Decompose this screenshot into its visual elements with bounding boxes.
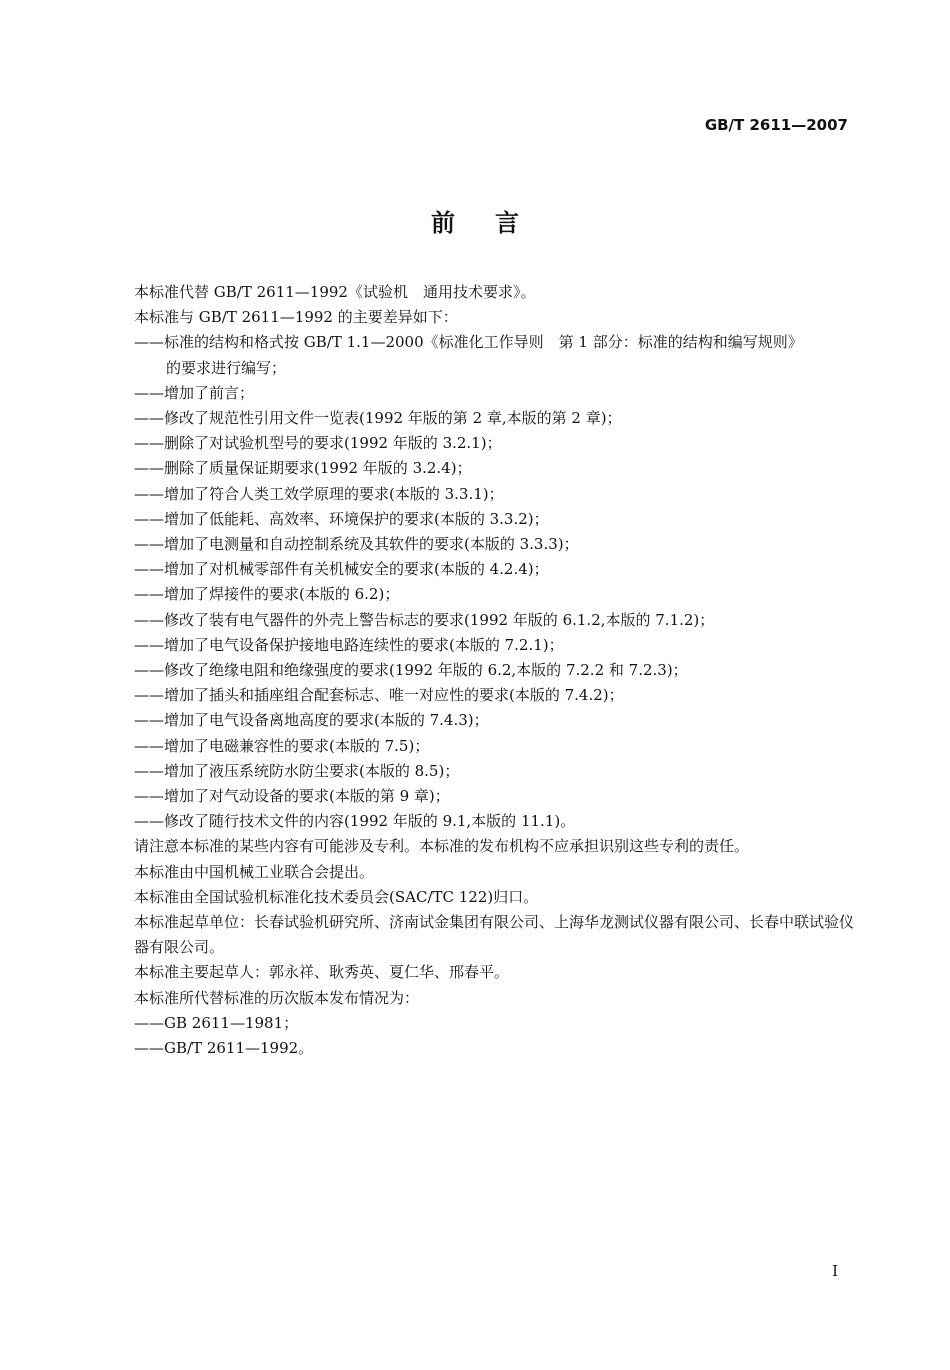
- page-title: 前言: [431, 209, 559, 237]
- list-item: ——增加了对机械零部件有关机械安全的要求(本版的 4.2.4)；: [134, 560, 549, 579]
- list-item: ——增加了液压系统防水防尘要求(本版的 8.5)；: [134, 761, 460, 780]
- standard-number: GB/T 2611—2007: [704, 116, 848, 134]
- list-item: ——增加了电气设备保护接地电路连续性的要求(本版的 7.2.1)；: [134, 635, 564, 654]
- list-item: ——修改了装有电气器件的外壳上警告标志的要求(1992 年版的 6.1.2,本版的 7.1.2)；: [134, 610, 715, 629]
- committee-paragraph: 本标准由全国试验机标准化技术委员会(SAC/TC 122)归口。: [134, 887, 539, 906]
- drafting-units-paragraph: 本标准起草单位：长春试验机研究所、济南试金集团有限公司、上海华龙测试仪器有限公司、长春中联试验仪器有限公司。: [134, 913, 855, 957]
- list-item: ——增加了电气设备离地高度的要求(本版的 7.4.3)；: [134, 711, 489, 730]
- history-list: [134, 1011, 854, 1061]
- proposer-paragraph: 本标准由中国机械工业联合会提出。: [134, 862, 375, 881]
- changes-list: [134, 330, 854, 834]
- list-item: ——修改了随行技术文件的内容(1992 年版的 9.1,本版的 11.1)。: [134, 812, 576, 831]
- list-item: ——GB/T 2611—1992。: [134, 1039, 314, 1058]
- list-item: ——GB 2611—1981；: [134, 1013, 299, 1032]
- list-item: ——删除了质量保证期要求(1992 年版的 3.2.4)；: [134, 459, 472, 478]
- list-item: ——标准的结构和格式按 GB/T 1.1—2000《标准化工作导则 第 1 部分：标准的结构和编写规则》: [134, 333, 803, 352]
- intro-paragraph: 本标准与 GB/T 2611—1992 的主要差异如下：: [134, 308, 458, 327]
- list-item: ——增加了对气动设备的要求(本版的第 9 章)；: [134, 787, 450, 806]
- list-item-continuation: 的要求进行编写；: [166, 358, 287, 377]
- list-item: ——增加了插头和插座组合配套标志、唯一对应性的要求(本版的 7.4.2)；: [134, 686, 624, 705]
- list-item: ——增加了电测量和自动控制系统及其软件的要求(本版的 3.3.3)；: [134, 535, 579, 554]
- preface-body: [134, 280, 854, 1061]
- page-number: I: [832, 1262, 838, 1280]
- list-item: ——修改了绝缘电阻和绝缘强度的要求(1992 年版的 6.2,本版的 7.2.2 和 7.2.3)；: [134, 661, 688, 680]
- list-item: ——增加了低能耗、高效率、环境保护的要求(本版的 3.3.2)；: [134, 509, 549, 528]
- list-item: ——增加了符合人类工效学原理的要求(本版的 3.3.1)；: [134, 484, 504, 503]
- drafters-paragraph: 本标准主要起草人：郭永祥、耿秀英、夏仁华、邢春平。: [134, 963, 510, 982]
- list-item: ——删除了对试验机型号的要求(1992 年版的 3.2.1)；: [134, 434, 502, 453]
- intro-paragraph: 本标准代替 GB/T 2611—1992《试验机 通用技术要求》。: [134, 283, 536, 301]
- history-intro: 本标准所代替标准的历次版本发布情况为：: [134, 988, 420, 1007]
- list-item: ——增加了前言；: [134, 383, 255, 402]
- patent-notice: 请注意本标准的某些内容有可能涉及专利。本标准的发布机构不应承担识别这些专利的责任。: [134, 837, 750, 856]
- list-item: ——增加了电磁兼容性的要求(本版的 7.5)；: [134, 736, 430, 755]
- list-item: ——修改了规范性引用文件一览表(1992 年版的第 2 章,本版的第 2 章)；: [134, 409, 622, 428]
- list-item: ——增加了焊接件的要求(本版的 6.2)；: [134, 585, 400, 604]
